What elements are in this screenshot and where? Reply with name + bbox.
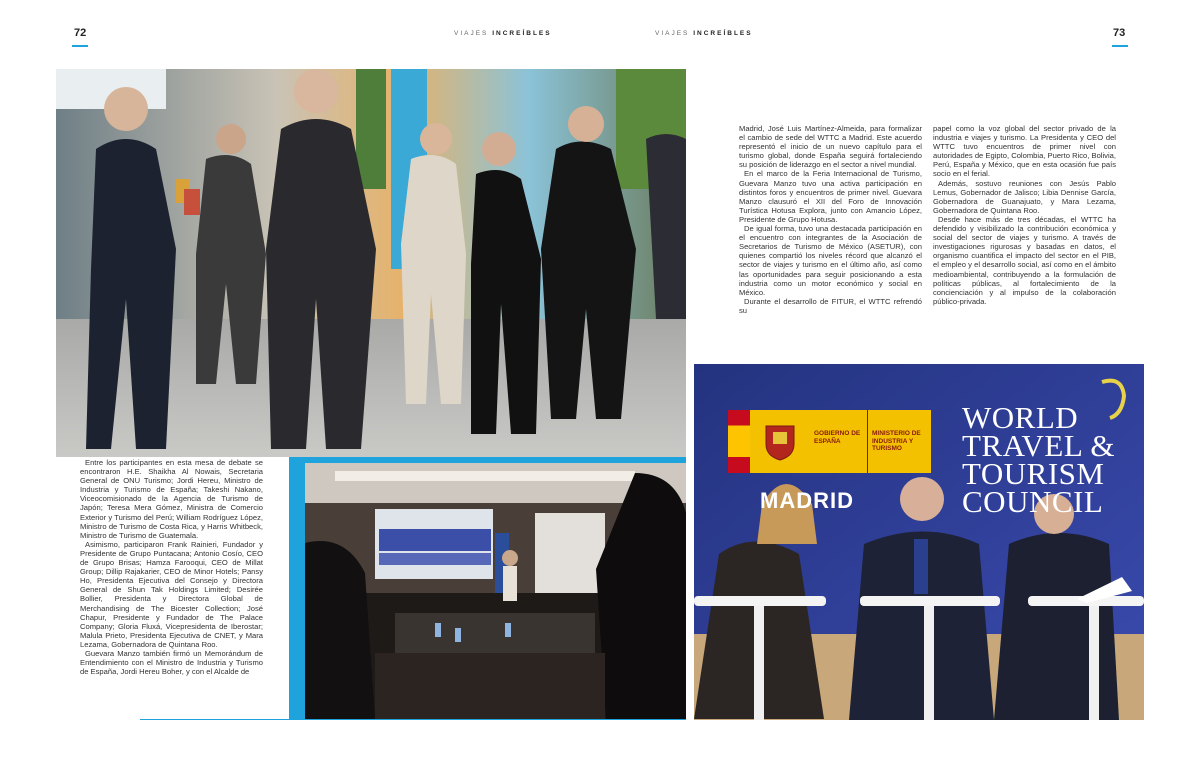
left-paragraph-3: Guevara Manzo también firmó un Memorándum de Entendimiento con el Ministro de Industria y Turismo de España, Jordi Hereu Boher, y con el Alcalde de <box>80 648 263 677</box>
middle-paragraph-3: De igual forma, tuvo una destacada participación en el encuentro con integrantes de la Asociación de Secretarios de Turismo de México (ASETUR), con quienes compartió los niveles récord que alcanzó el sector de viajes y turismo en el último año, así como las oportunidades para seguir posicionando a esta industria como un motor económico y social en México. <box>739 224 922 297</box>
left-column-text <box>80 458 263 676</box>
running-head-light: VIAJES <box>454 30 493 37</box>
photo-fair-visit <box>56 69 686 457</box>
middle-paragraph-2: En el marco de la Feria Internacional de Turismo, Guevara Manzo tuvo una activa participación en distintos foros y encuentros de primer nivel. Guevara Manzo clausuró el XII del Foro de Innovación Turística Hotusa Explora, junto con Amancio López, Presidente de Grupo Hotusa. <box>739 169 922 224</box>
gobierno-label: GOBIERNO DE ESPAÑA <box>810 410 868 473</box>
right-page-number-rule <box>1112 45 1128 47</box>
left-paragraph-1: Entre los participantes en esta mesa de debate se encontraron H.E. Shaikha Al Nowais, Secretaria General de ONU Turismo; Jordi Hereu, Ministro de Industria y Turismo de España; Takeshi Nakano, Viceocomisionado de la Agencia de Turismo de Japón; Teresa Mera Gómez, Ministra de Comercio Exterior y Turismo del Perú; William Rodríguez López, Ministro de Turismo de Costa Rica, y Harris Whitbeck, Ministro de Turismo de Guatemala. <box>80 458 263 540</box>
wttc-line-2: TRAVEL & <box>962 428 1115 463</box>
running-head-left <box>454 30 552 37</box>
wttc-line-3: TOURISM <box>962 456 1105 491</box>
coat-of-arms-icon <box>750 410 810 473</box>
spain-flag-icon <box>728 410 750 473</box>
right-page-number: 73 <box>1113 27 1126 39</box>
right-paragraph-1: papel como la voz global del sector privado de la industria e viajes y turismo. La Presidenta y CEO del WTTC tuvo encuentros de primer nivel con autoridades de Egipto, Colombia, Puerto Rico, Bolivia, Perú, España y México, que en esta ocasión fue país socio en el ferial. <box>933 124 1116 179</box>
running-head-bold: INCREÍBLES <box>492 30 552 37</box>
running-head-light: VIAJES <box>655 30 694 37</box>
wttc-logo <box>962 400 1122 519</box>
running-head-bold: INCREÍBLES <box>693 30 753 37</box>
madrid-logo-text: MADRID <box>760 488 854 513</box>
middle-paragraph-4: Durante el desarrollo de FITUR, el WTTC refrendó su <box>739 296 922 315</box>
right-paragraph-2: Además, sostuvo reuniones con Jesús Pablo Lemus, Gobernador de Jalisco; Libia Dennise García, Gobernadora de Guanajuato, y Mara Lezama, Gobernadora de Quintana Roo. <box>933 178 1116 215</box>
left-page-number-rule <box>72 45 88 47</box>
right-column-text <box>933 124 1116 306</box>
wttc-line-1: WORLD <box>962 400 1079 435</box>
wttc-line-4: COUNCIL <box>962 484 1104 519</box>
right-paragraph-3: Desde hace más de tres décadas, el WTTC ha defendido y visibilizado la contribución económica y social del sector de viajes y turismo. A través de investigaciones rigurosas y basadas en datos, el organismo cuantifica el impacto del sector en el PIB, el empleo y el desarrollo social, así como en el ámbito medioambiental, contribuyendo a la formulación de políticas públicas, al fortalecimiento de la concienciación y al impulso de la colaboración público-privada. <box>933 214 1116 306</box>
ministerio-label: MINISTERIO DE INDUSTRIA Y TURISMO <box>868 410 931 473</box>
running-head-right <box>655 30 753 37</box>
accent-bottom-rule <box>140 719 686 720</box>
gobierno-espana-banner <box>728 410 931 473</box>
middle-paragraph-1: Madrid, José Luis Martínez-Almeida, para formalizar el cambio de sede del WTTC a Madrid. Este acuerdo representó el inicio de un nuevo capítulo para el turismo global, donde España seguirá fortaleciendo su posición de liderazgo en el sector a nivel mundial. <box>739 124 922 170</box>
middle-column-text <box>739 124 922 315</box>
photo-conference-room <box>305 463 686 719</box>
left-page-number: 72 <box>74 27 87 39</box>
accent-bar-vertical <box>289 457 305 720</box>
left-paragraph-2: Asimismo, participaron Frank Rainieri, Fundador y Presidente de Grupo Puntacana; Antonio Cosío, CEO de Grupo Brisas; Hamza Farooqui, CEO de Millat Group; Dillip Rajakarier, CEO de Minor Hotels; Pansy Ho, Presidenta Ejecutiva del Consejo y Directora General de Shun Tak Holdings Limited; Desirée Bollier, Presidenta y Directora Global de Merchandising de The Bicester Collection; José Chapur, Presidente y Fundador de The Palace Company; Gloria Fluxá, Vicepresidenta de Iberostar; Malula Prieto, Presidenta Ejecutiva de CNET, y Mara Lezama, Gobernadora de Quintana Roo. <box>80 539 263 649</box>
